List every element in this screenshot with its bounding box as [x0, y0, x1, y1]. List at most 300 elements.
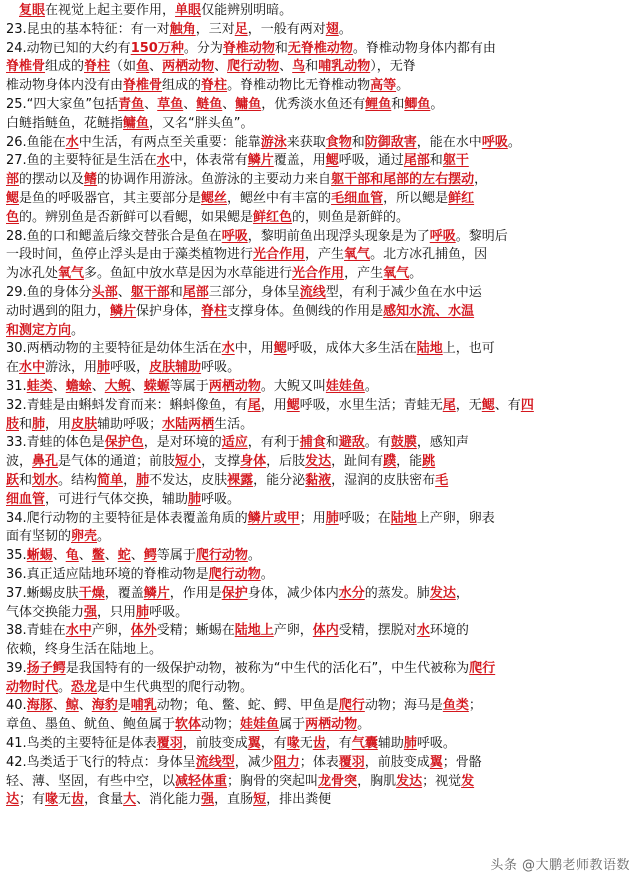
body-text: 波，	[6, 454, 33, 470]
body-text: 、	[144, 96, 158, 112]
body-text: 41.鸟类的主要特征是体表	[6, 736, 157, 752]
text-line	[6, 679, 632, 698]
answer-text: 复眼	[19, 3, 46, 18]
answer-text: 流线	[299, 284, 326, 300]
answer-text: 鳃	[6, 190, 20, 206]
body-text: 23.昆虫的基本特征：有一对	[6, 21, 170, 37]
text-line	[6, 340, 632, 359]
body-text: 辅助呼吸；	[97, 416, 163, 432]
text-line	[6, 604, 632, 623]
text-line	[6, 491, 632, 510]
body-text: ，覆盖	[104, 585, 144, 601]
answer-text: 简单	[97, 472, 124, 488]
answer-text: 恐龙	[71, 679, 98, 695]
answer-text: 肺	[325, 510, 339, 526]
body-text: 、	[52, 698, 66, 714]
answer-text: 鳄	[143, 548, 157, 564]
answer-text: 细血管	[6, 491, 46, 507]
body-text: 一段时间，鱼停止浮头是由于藻类植物进行	[6, 247, 254, 263]
answer-text: 发达	[305, 454, 332, 470]
answer-text: 鳙鱼	[235, 96, 262, 112]
text-line	[6, 547, 632, 566]
answer-text: 达	[6, 792, 20, 808]
text-line	[6, 416, 632, 435]
body-text: ，胸肌	[357, 773, 397, 789]
body-text: 来获取	[286, 134, 326, 150]
answer-text: 覆羽	[338, 754, 365, 770]
body-text: 中，体表常有	[169, 153, 248, 169]
answer-text: 尾部	[182, 284, 209, 300]
body-text: 和	[429, 153, 443, 169]
body-text: ，	[474, 172, 488, 188]
body-text: 上产卵，卵表	[416, 510, 495, 526]
answer-text: 鼓膜	[390, 435, 417, 451]
body-text: 。	[430, 96, 444, 112]
text-line	[6, 246, 632, 265]
text-line	[6, 190, 632, 209]
text-line	[6, 791, 632, 810]
body-text: 无	[58, 792, 72, 808]
body-text: 34.爬行动物的主要特征是体表覆盖角质的	[6, 510, 248, 526]
answer-text: 毛	[435, 472, 449, 488]
body-text: 面有坚韧的	[6, 529, 72, 545]
body-text: 为冰孔处	[6, 266, 59, 282]
answer-text: 四	[520, 397, 534, 413]
text-line	[6, 21, 632, 40]
body-text: 仅能辨别明暗。	[201, 3, 293, 18]
answer-text: 光合作用	[253, 247, 306, 263]
answer-text: 发达	[396, 773, 423, 789]
answer-text: 氧气	[58, 266, 85, 282]
body-text: 39.	[6, 660, 27, 676]
body-text: 40.	[6, 698, 27, 714]
text-line	[6, 434, 632, 453]
body-text: 、	[222, 96, 236, 112]
answer-text: 齿	[312, 736, 326, 752]
answer-text: 娃娃鱼	[240, 717, 280, 733]
answer-text: 爬行动物	[208, 566, 261, 582]
body-text: ，支撑	[201, 454, 241, 470]
body-text: ，无	[455, 397, 482, 413]
text-line	[6, 735, 632, 754]
text-line	[6, 152, 632, 171]
body-text: 支撑身体。鱼侧线的作用是	[227, 303, 384, 319]
answer-text: 软体	[175, 717, 202, 733]
body-text: 。结构	[58, 472, 98, 488]
body-text: 、	[52, 548, 66, 564]
answer-text: 鱼	[136, 59, 150, 75]
answer-text: 强	[201, 792, 215, 808]
body-text: 、	[52, 378, 66, 394]
text-line	[6, 115, 632, 134]
answer-text: 陆地	[390, 510, 417, 526]
answer-text: 大鲵	[104, 378, 131, 394]
body-text: 24.动物已知的大约有	[6, 40, 131, 56]
body-text: 是鱼的呼吸器官，其主要部分是	[19, 190, 202, 206]
body-text: ；	[468, 698, 482, 714]
body-text: 动物；	[201, 717, 241, 733]
body-text: 呼吸。	[201, 491, 241, 507]
body-text: 和	[169, 284, 183, 300]
text-line	[6, 303, 632, 322]
body-text: 受精；蜥蜴在	[156, 623, 235, 639]
answer-text: 水分	[338, 585, 365, 601]
body-text: 呼吸；在	[338, 510, 391, 526]
answer-text: 黏液	[305, 472, 332, 488]
body-text: ），无脊	[370, 59, 416, 75]
answer-text: 哺乳动物	[318, 59, 371, 75]
body-text: ，黎明前鱼出现浮头现象是为了	[247, 228, 430, 244]
answer-text: 鳃	[481, 397, 495, 413]
answer-text: 游泳	[260, 134, 287, 150]
text-line	[6, 566, 632, 585]
body-text: 的蒸发。肺	[364, 585, 430, 601]
answer-text: 肺	[136, 604, 150, 620]
body-text: 组成的	[45, 59, 85, 75]
body-text: ，减少	[234, 754, 274, 770]
answer-text: 毛细血管	[331, 190, 384, 206]
body-text: ，所以鳃是	[383, 190, 449, 206]
text-line	[6, 2, 632, 21]
answer-text: 水	[156, 153, 170, 169]
body-text: 不发达，皮肤	[149, 472, 228, 488]
body-text: ，后肢	[266, 454, 306, 470]
body-text: 是中生代典型的爬行动物。	[97, 679, 254, 695]
body-text: 。有	[364, 435, 391, 451]
answer-text: 扬子鳄	[26, 660, 66, 676]
answer-text: 喙	[286, 736, 300, 752]
answer-text: 裸露	[227, 472, 254, 488]
answer-text: 捕食	[299, 435, 326, 451]
answer-text: 鳍	[84, 172, 98, 188]
answer-text: 光合作用	[292, 266, 345, 282]
body-text: 呼吸，通过	[338, 153, 404, 169]
body-text: 气体交换能力	[6, 604, 85, 620]
answer-text: 头部	[91, 284, 118, 300]
body-text: 呼吸。	[201, 360, 241, 376]
answer-text: 跃	[6, 472, 20, 488]
answer-text: 蜥蜴	[26, 548, 53, 564]
answer-text: 娃娃鱼	[325, 378, 365, 394]
body-text: 和	[19, 416, 33, 432]
body-text: 多。鱼缸中放水草是因为水草能进行	[84, 266, 293, 282]
body-text: 环境的	[429, 623, 469, 639]
answer-text: 翼	[429, 754, 443, 770]
text-line	[6, 697, 632, 716]
answer-text: 减轻体重	[175, 773, 228, 789]
body-text: ；有	[19, 792, 46, 808]
body-text: ；骨骼	[442, 754, 482, 770]
answer-text: 水	[221, 341, 235, 357]
body-text: 椎动物身体内没有由	[6, 78, 124, 94]
body-text: 身体，减少体内	[247, 585, 339, 601]
answer-text: 鸟	[292, 59, 306, 75]
body-text: （如	[110, 59, 137, 75]
body-text: 章鱼、墨鱼、鱿鱼、鲍鱼属于	[6, 717, 176, 733]
text-line	[6, 378, 632, 397]
body-text: 轻、薄、坚固，有些中空，以	[6, 773, 176, 789]
body-text: 辅助	[377, 736, 404, 752]
body-text: 组成的	[162, 78, 202, 94]
body-text: ，食量	[84, 792, 124, 808]
body-text: 、消化能力	[136, 792, 202, 808]
answer-text: 鲢鱼	[196, 96, 223, 112]
answer-text: 鳃	[286, 397, 300, 413]
answer-text: 氧气	[383, 266, 410, 282]
text-line	[6, 585, 632, 604]
body-text: 、	[279, 59, 293, 75]
answer-text: 呼吸	[221, 228, 248, 244]
body-text: 无	[299, 736, 313, 752]
answer-text: 水陆两栖	[162, 416, 215, 432]
answer-text: 大	[123, 792, 137, 808]
answer-text: 龙骨突	[318, 773, 358, 789]
body-text: 游泳，用	[45, 360, 98, 376]
text-line	[6, 96, 632, 115]
text-line	[6, 510, 632, 529]
answer-text: 发	[461, 773, 475, 789]
text-line	[6, 622, 632, 641]
body-text: ，作用是	[169, 585, 222, 601]
body-text: 、有	[494, 397, 521, 413]
body-text: 。	[58, 679, 72, 695]
answer-text: 尾	[247, 397, 261, 413]
body-text: 、	[149, 59, 163, 75]
answer-text: 体内	[312, 623, 339, 639]
answer-text: 爬行	[338, 698, 365, 714]
answer-text: 哺乳	[130, 698, 157, 714]
answer-text: 爬行动物	[195, 548, 248, 564]
body-text: 37.蜥蜴皮肤	[6, 585, 79, 601]
answer-text: 脊柱	[201, 303, 228, 319]
body-text: ，鳃丝中有丰富的	[227, 190, 332, 206]
body-text: 25.“四大家鱼”包括	[6, 96, 119, 112]
answer-text: 单眼	[175, 3, 202, 18]
answer-text: 蝾螈	[143, 378, 170, 394]
body-text: ；视觉	[422, 773, 462, 789]
answer-text: 躯干部	[130, 284, 170, 300]
answer-text: 鱼类	[442, 698, 469, 714]
answer-text: 肺	[97, 360, 111, 376]
answer-text: 蛙类	[26, 378, 53, 394]
answer-text: 水	[65, 134, 79, 150]
answer-text: 避敌	[338, 435, 365, 451]
answer-text: 短	[253, 792, 267, 808]
body-text: 36.真正适应陆地环境的脊椎动物是	[6, 566, 209, 582]
text-line	[6, 660, 632, 679]
answer-text: 防御敌害	[364, 134, 417, 150]
answer-text: 脊椎骨	[123, 78, 163, 94]
body-text: 依赖，终身生活在陆地上。	[6, 642, 163, 658]
body-text: 是气体的通道；前肢	[58, 454, 176, 470]
answer-text: 呼吸	[429, 228, 456, 244]
answer-text: 触角	[169, 21, 196, 37]
body-text: ，湿润的皮肤密布	[331, 472, 436, 488]
answer-text: 覆羽	[156, 736, 183, 752]
body-text: 26.鱼能在	[6, 134, 66, 150]
text-line	[6, 397, 632, 416]
body-text: 白鲢指鲢鱼，花鲢指	[6, 115, 124, 131]
body-text: 27.鱼的主要特征是生活在	[6, 153, 157, 169]
text-line	[6, 641, 632, 660]
body-text: 32.青蛙是由蝌蚪发育而来：蝌蚪像鱼，有	[6, 397, 248, 413]
answer-text: 青鱼	[118, 96, 145, 112]
body-text: ，	[123, 472, 137, 488]
answer-text: 蟾蜍	[65, 378, 92, 394]
body-text: 属于	[279, 717, 306, 733]
answer-text: 体外	[130, 623, 157, 639]
body-text: 。	[357, 717, 371, 733]
answer-text: 鲜红色	[253, 209, 293, 225]
text-line	[6, 773, 632, 792]
answer-text: 爬行	[469, 660, 496, 676]
answer-text: 保护	[221, 585, 248, 601]
body-text: 、	[104, 548, 118, 564]
answer-text: 蛇	[117, 548, 131, 564]
body-text: ，前肢变成	[182, 736, 248, 752]
body-text: 和	[19, 472, 33, 488]
body-text: 是	[117, 698, 131, 714]
answer-text: 感知水流、水温	[383, 303, 475, 319]
text-line	[6, 359, 632, 378]
answer-text: 喙	[45, 792, 59, 808]
answer-text: 脊椎动物	[222, 40, 275, 56]
body-text: ，直肠	[214, 792, 254, 808]
text-line	[6, 284, 632, 303]
body-text: 、	[130, 378, 144, 394]
body-text: ，有	[260, 736, 287, 752]
answer-text: 鳙鱼	[123, 115, 150, 131]
answer-text: 鳞片	[110, 303, 137, 319]
body-text: 呼吸，	[110, 360, 150, 376]
answer-text: 鳞片或甲	[247, 510, 300, 526]
body-text: 在视觉上起主要作用，	[45, 3, 176, 18]
body-text: 。	[507, 134, 521, 150]
body-text: 和	[305, 59, 319, 75]
body-text: 的摆动以及	[19, 172, 85, 188]
text-line	[6, 40, 632, 59]
answer-text: 两栖动物	[305, 717, 358, 733]
text-line	[6, 754, 632, 773]
body-text: 和	[274, 40, 288, 56]
answer-text: 爬行动物	[227, 59, 280, 75]
body-text: 中生活，有两点至关重要：能靠	[78, 134, 261, 150]
body-text: 上，也可	[442, 341, 495, 357]
body-text: 三部分，身体呈	[208, 284, 300, 300]
answer-text: 流线型	[195, 754, 235, 770]
body-text: 、	[214, 59, 228, 75]
body-text: 。	[71, 322, 85, 338]
answer-text: 足	[234, 21, 248, 37]
answer-text: 卵壳	[71, 529, 98, 545]
answer-text: 两栖动物	[208, 378, 261, 394]
body-text: 动时遇到的阻力，	[6, 303, 111, 319]
text-line	[6, 58, 632, 77]
answer-text: 短小	[175, 454, 202, 470]
answer-text: 尾部	[403, 153, 430, 169]
body-text: ，能分泌	[253, 472, 306, 488]
answer-text: 皮肤辅助	[149, 360, 202, 376]
answer-text: 水	[416, 623, 430, 639]
body-text: ，感知声	[416, 435, 469, 451]
answer-text: 划水	[32, 472, 59, 488]
body-text: ，产生	[344, 266, 384, 282]
text-line	[6, 77, 632, 96]
answer-text: 150万种	[130, 40, 184, 56]
answer-text: 呼吸	[481, 134, 508, 150]
answer-text: 陆地上	[234, 623, 274, 639]
text-line	[6, 528, 632, 547]
body-text: 等属于	[169, 378, 209, 394]
body-text: 、	[91, 378, 105, 394]
answer-text: 阻力	[273, 754, 300, 770]
body-text: 和	[391, 96, 405, 112]
answer-text: 鳞片	[143, 585, 170, 601]
answer-text: 两栖动物	[162, 59, 215, 75]
body-text: ，只用	[97, 604, 137, 620]
body-text: ，用	[45, 416, 72, 432]
body-text: 。	[97, 529, 111, 545]
answer-text: 动物时代	[6, 679, 59, 695]
answer-text: 部	[6, 172, 20, 188]
watermark: 头条 @大鹏老师教语数	[490, 858, 630, 873]
body-text: 中，用	[234, 341, 274, 357]
body-text: ，趾间有	[331, 454, 384, 470]
answer-text: 鳞片	[247, 153, 274, 169]
text-line	[6, 228, 632, 247]
text-line	[6, 716, 632, 735]
answer-text: 气囊	[351, 736, 378, 752]
answer-text: 和测定方向	[6, 322, 72, 338]
body-text: ，优秀淡水鱼还有	[261, 96, 366, 112]
answer-text: 跳	[422, 454, 436, 470]
answer-text: 尾	[442, 397, 456, 413]
answer-text: 色	[6, 209, 20, 225]
body-text: ，用	[260, 397, 287, 413]
body-text: 。	[364, 378, 378, 394]
answer-text: 鳃	[273, 341, 287, 357]
answer-text: 翅	[325, 21, 339, 37]
answer-text: 鳃	[325, 153, 339, 169]
body-text: 保护身体，	[136, 303, 202, 319]
body-text: ，可进行气体交换，辅助	[45, 491, 189, 507]
body-text: ，能	[396, 454, 423, 470]
body-text: 和	[351, 134, 365, 150]
body-text: 、	[130, 548, 144, 564]
body-text: 呼吸，成体大多生活在	[286, 341, 417, 357]
body-text: 的协调作用游泳。鱼游泳的主要动力来自	[97, 172, 332, 188]
body-text: 呼吸，水里生活；青蛙无	[299, 397, 443, 413]
answer-text: 脊柱	[201, 78, 228, 94]
body-text: 是我国特有的一级保护动物，被称为“中生代的活化石”，中生代被称为	[65, 660, 470, 676]
body-text: 。	[247, 548, 261, 564]
body-text: ；体表	[299, 754, 339, 770]
body-text: 呼吸。	[149, 604, 189, 620]
answer-text: 身体	[240, 454, 267, 470]
body-text: ，有	[325, 736, 352, 752]
body-text: ，能在水中	[416, 134, 482, 150]
text-line	[6, 265, 632, 284]
body-text: 28.鱼的口和鳃盖后缘交替张合是鱼在	[6, 228, 222, 244]
answer-text: 食物	[325, 134, 352, 150]
body-text: 30.两栖动物的主要特征是幼体生活在	[6, 341, 222, 357]
answer-text: 鼻孔	[32, 454, 59, 470]
body-text: ；胸骨的突起叫	[227, 773, 319, 789]
text-line	[6, 472, 632, 491]
body-text: 。	[260, 566, 274, 582]
answer-text: 鲤鱼	[365, 96, 392, 112]
body-text: 覆盖，用	[273, 153, 326, 169]
